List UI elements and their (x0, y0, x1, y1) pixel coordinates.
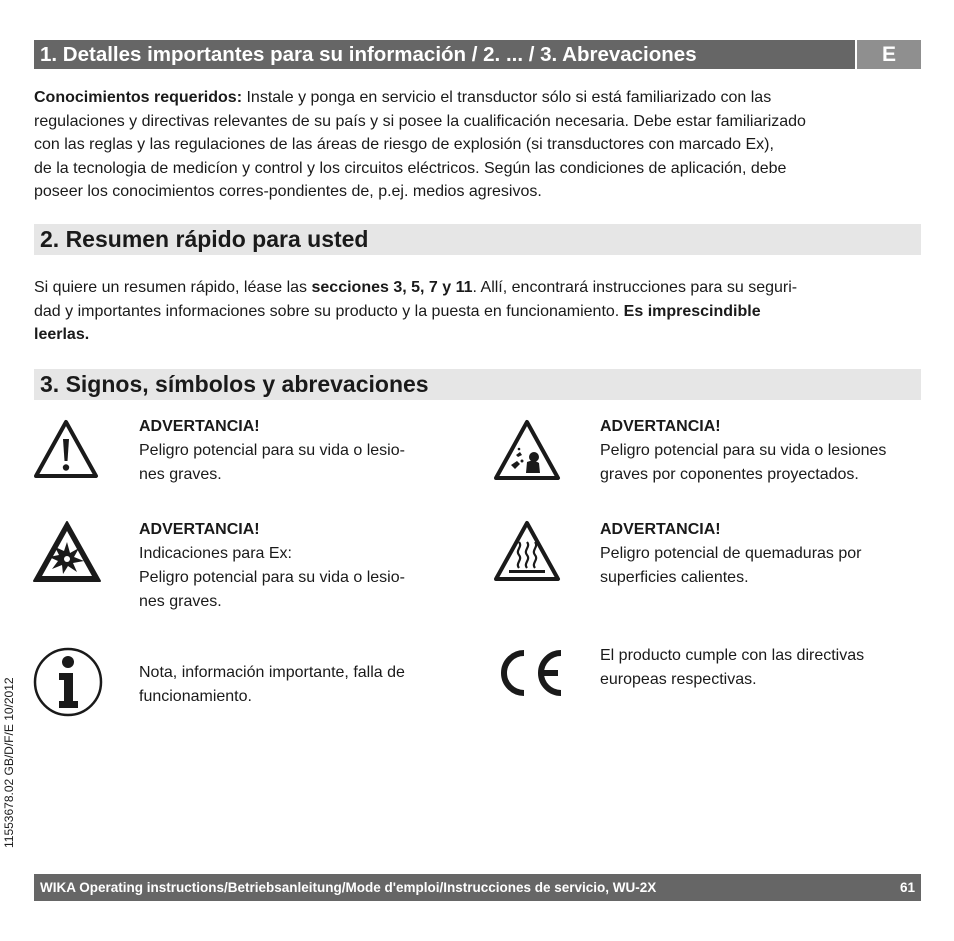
section-2-header (34, 224, 921, 255)
summary-emphasis-bold: Es imprescindible (623, 302, 761, 320)
symbol-description (600, 518, 862, 590)
ce-mark-icon (492, 647, 564, 699)
paragraph-line: de la tecnologia de medicíon y control y los circuitos eléctricos. Según las condiciones de aplicación, debe (34, 159, 787, 177)
warning-exclamation-icon (33, 419, 99, 479)
chapter-header (34, 40, 921, 69)
symbol-description (600, 415, 886, 487)
section-2-title: 2. Resumen rápido para usted (40, 226, 369, 252)
symbol-description (139, 415, 405, 487)
section-3-header (34, 369, 921, 400)
summary-text: . Allí, encontrará instrucciones para su seguri- (472, 279, 798, 296)
explosion-warning-icon (32, 520, 102, 584)
required-knowledge-lead: Conocimientos requeridos: (34, 89, 243, 106)
paragraph-line: regulaciones y directivas relevantes de su país y si posee la cualificación necesaria. Debe estar familiarizado (34, 112, 806, 130)
summary-sections-bold: secciones 3, 5, 7 y 11 (311, 279, 473, 296)
section-3-title: 3. Signos, símbolos y abrevaciones (40, 371, 429, 397)
symbol-text-line: Peligro potencial para su vida o lesiones (600, 442, 887, 459)
document-code: 11553678.02 GB/D/F/E 10/2012 (2, 677, 16, 848)
symbol-heading: ADVERTANCIA! (600, 521, 721, 538)
required-knowledge-paragraph (34, 86, 924, 204)
symbol-text-line: El producto cumple con las directivas (600, 647, 865, 664)
info-icon (32, 646, 104, 718)
chapter-title: 1. Detalles importantes para su información / 2. ... / 3. Abrevaciones (40, 42, 697, 66)
footer-title: WIKA Operating instructions/Betriebsanleitung/Mode d'emploi/Instrucciones de servicio, WU-2X (40, 880, 657, 895)
symbol-text-line: funcionamiento. (139, 688, 252, 705)
summary-text: dad y importantes informaciones sobre su producto y la puesta en funcionamiento. (34, 302, 624, 320)
symbol-text-line: Peligro potencial para su vida o lesio- (139, 442, 405, 459)
flying-parts-warning-icon (493, 419, 561, 481)
symbol-text-line: Peligro potencial para su vida o lesio- (139, 569, 405, 586)
symbol-description (600, 644, 864, 692)
hot-surface-warning-icon (493, 520, 561, 582)
paragraph-line: poseer los conocimientos corres-pondientes de, p.ej. medios agresivos. (34, 183, 542, 200)
symbol-text-line: nes graves. (139, 593, 222, 610)
symbol-text-line: graves por coponentes proyectados. (600, 466, 859, 483)
symbol-description (139, 661, 405, 709)
summary-emphasis-bold: leerlas. (34, 326, 90, 343)
page-footer (34, 874, 921, 901)
language-tab: E (855, 40, 921, 69)
summary-text: Si quiere un resumen rápido, léase las (34, 279, 312, 296)
symbol-text-line: superficies calientes. (600, 569, 749, 586)
symbol-description (139, 518, 405, 614)
symbol-text-line: Nota, información importante, falla de (139, 664, 405, 681)
paragraph-line: con las reglas y las regulaciones de las áreas de riesgo de explosión (si transductores con marcado Ex), (34, 136, 774, 153)
paragraph-line: Instale y ponga en servicio el transductor sólo si está familiarizado con las (246, 89, 772, 106)
quick-summary-paragraph (34, 276, 924, 347)
symbol-text-line: Peligro potencial de quemaduras por (600, 545, 862, 562)
symbol-text-line: europeas respectivas. (600, 671, 757, 688)
symbol-heading: ADVERTANCIA! (139, 521, 260, 538)
symbol-text-line: nes graves. (139, 466, 222, 483)
symbol-heading: ADVERTANCIA! (139, 418, 260, 435)
symbol-heading: ADVERTANCIA! (600, 418, 721, 435)
symbol-text-line: Indicaciones para Ex: (139, 545, 292, 562)
page-number: 61 (899, 880, 915, 895)
